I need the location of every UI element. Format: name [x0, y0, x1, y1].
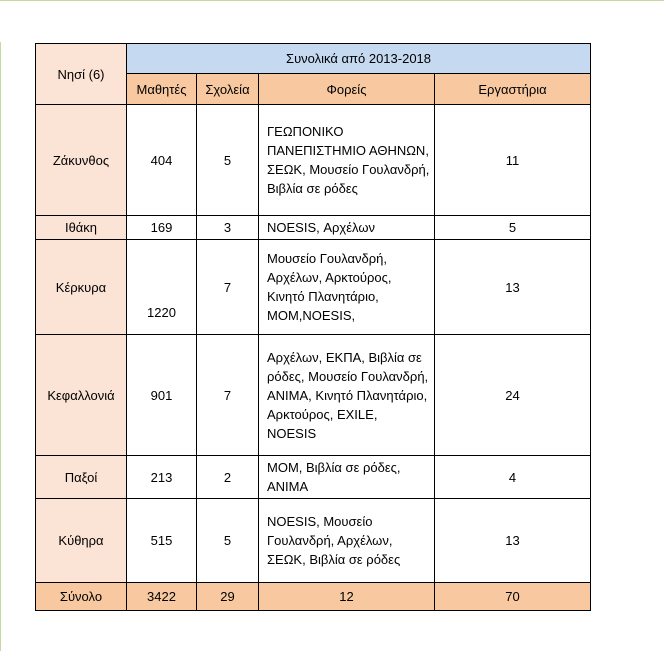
table-row: [36, 105, 591, 216]
workshops-cell: 11: [435, 105, 591, 216]
students-cell: 404: [127, 105, 197, 216]
table-row: [36, 335, 591, 456]
students-cell: 901: [127, 335, 197, 456]
organizations-column-header: Φορείς: [259, 74, 435, 105]
workshops-cell: 24: [435, 335, 591, 456]
workshops-column-header: Εργαστήρια: [435, 74, 591, 105]
period-title-header: Συνολικά από 2013-2018: [127, 44, 591, 74]
students-cell: 169: [127, 216, 197, 240]
students-cell: 515: [127, 499, 197, 583]
schools-cell: 5: [197, 499, 259, 583]
island-column-header: Νησί (6): [36, 44, 127, 105]
schools-cell: 2: [197, 456, 259, 499]
summary-table: [35, 43, 591, 611]
organizations-cell: ΜΟΜ, Βιβλία σε ρόδες, ANIMA: [259, 456, 435, 499]
header-row-top: [36, 44, 591, 74]
students-cell: 1220: [127, 240, 197, 335]
organizations-cell: ΓΕΩΠΟΝΙΚΟ ΠΑΝΕΠΙΣΤΗΜΙΟ ΑΘΗΝΩΝ, ΣΕΩΚ, Μουσείο Γουλανδρή, Βιβλία σε ρόδες: [259, 105, 435, 216]
schools-cell: 7: [197, 240, 259, 335]
total-schools-cell: 29: [197, 583, 259, 611]
total-organizations-cell: 12: [259, 583, 435, 611]
left-border-line: [0, 42, 1, 651]
workshops-cell: 5: [435, 216, 591, 240]
students-column-header: Μαθητές: [127, 74, 197, 105]
workshops-cell: 4: [435, 456, 591, 499]
workshops-cell: 13: [435, 240, 591, 335]
table-row: [36, 499, 591, 583]
island-cell: Ιθάκη: [36, 216, 127, 240]
total-row: [36, 583, 591, 611]
island-cell: Κεφαλλονιά: [36, 335, 127, 456]
schools-cell: 3: [197, 216, 259, 240]
total-label-cell: Σύνολο: [36, 583, 127, 611]
table-row: [36, 240, 591, 335]
total-students-cell: 3422: [127, 583, 197, 611]
schools-cell: 5: [197, 105, 259, 216]
island-cell: Κέρκυρα: [36, 240, 127, 335]
schools-cell: 7: [197, 335, 259, 456]
top-border-line: [0, 0, 664, 1]
total-workshops-cell: 70: [435, 583, 591, 611]
organizations-cell: NOESIS, Μουσείο Γουλανδρή, Αρχέλων, ΣΕΩΚ, Βιβλία σε ρόδες: [259, 499, 435, 583]
schools-column-header: Σχολεία: [197, 74, 259, 105]
students-cell: 213: [127, 456, 197, 499]
table-row: [36, 216, 591, 240]
island-cell: Κύθηρα: [36, 499, 127, 583]
organizations-cell: Μουσείο Γουλανδρή, Αρχέλων, Αρκτούρος, Κινητό Πλανητάριο, ΜΟΜ,NOESIS,: [259, 240, 435, 335]
organizations-cell: Αρχέλων, ΕΚΠΑ, Βιβλία σε ρόδες, Μουσείο Γουλανδρή, ANIMA, Κινητό Πλανητάριο, Αρκτούρος, EXILE, NOESIS: [259, 335, 435, 456]
workshops-cell: 13: [435, 499, 591, 583]
organizations-cell: NOESIS, Αρχέλων: [259, 216, 435, 240]
island-cell: Ζάκυνθος: [36, 105, 127, 216]
table-row: [36, 456, 591, 499]
island-cell: Παξοί: [36, 456, 127, 499]
